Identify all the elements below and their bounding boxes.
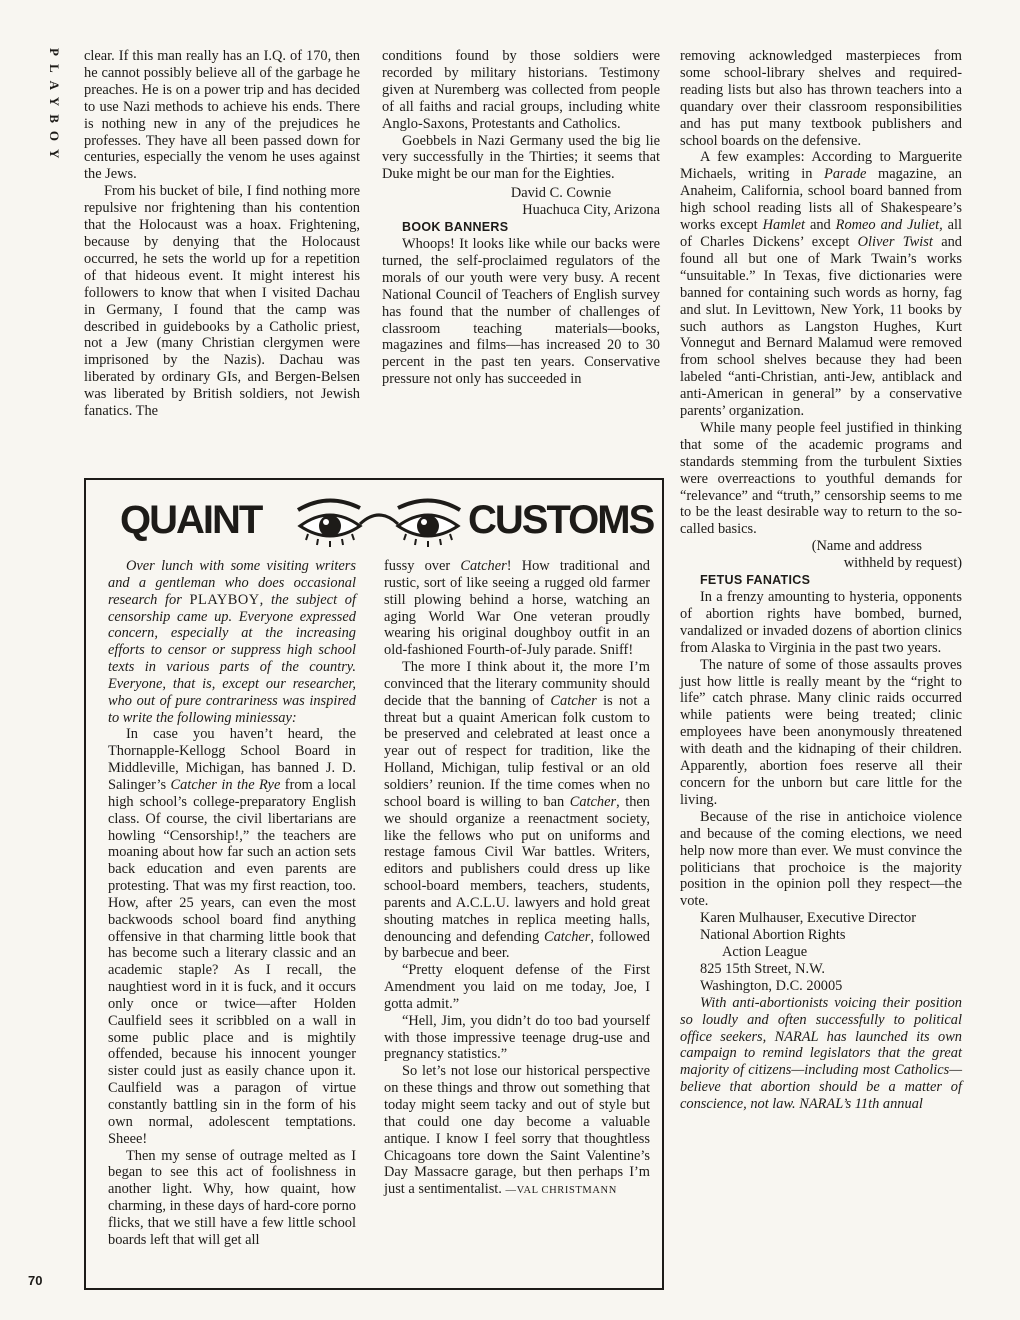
magazine-name: PLAYBOY (47, 48, 62, 167)
text: fussy over (384, 558, 461, 574)
text: and found all but one of Mark Twain’s works “unsuitable.” In Texas, five dictionaries were banned for containing such words as horny, fag and slut. In Levittown, New York, 11 books by such authors as Langston Hughes, Kurt Vonnegut and Bernard Malamud were removed from school shelves because they had been labeled “anti-Christian, anti-Jew, antiblack and anti-American in general” by a conservative parents’ organization. (680, 233, 962, 420)
address-line: National Abortion Rights (700, 927, 846, 944)
text: magazine, an Anaheim, California, school board banned from high school reading lists all of Shakespeare’s works except (680, 166, 962, 234)
paragraph: Goebbels in Nazi Germany used the big lie very successfully in the Thirties; it seems that Duke might be our man for the Eighties. (382, 132, 660, 183)
book-title: Catcher (460, 558, 507, 574)
column-1 (84, 48, 360, 420)
paragraph: clear. If this man really has an I.Q. of 170, then he cannot possibly believe all of the garbage he preaches. He is on a power trip and has decided to use Nazi methods to achieve his ends. There is nothing new in any of the prejudices he professes. They have all been passed down for centuries, especially the venom he uses against the Jews. (84, 48, 360, 183)
paragraph: “Hell, Jim, you didn’t do too bad yourself with those impressive teenage drug-use and pregnancy statistics.” (384, 1012, 650, 1063)
text: A few examples: According to Marguerite Michaels, writing in (680, 149, 962, 183)
pupil-left (319, 515, 341, 537)
paragraph: From his bucket of bile, I find nothing more repulsive nor frightening than his contention that the Holocaust was a hoax. Frightening, because by denying that the Holocaust occurred, he sets the world up for a repetition of that hideous event. It might interest his followers to know that when I visited Dachau in Germany, I found that the camp was described in guidebooks by a Catholic priest, not a Jew (many Christian clergymen were imprisoned by the Nazis). Dachau was liberated by ordinary GIs, and Bergen-Belsen was liberated by British soldiers, not Jewish fanatics. The (84, 183, 360, 420)
eyes-illustration (294, 490, 464, 552)
book-title: Catcher (550, 692, 597, 709)
text: all of Charles Dickens’ except (680, 217, 962, 250)
eyebrow-right (398, 500, 460, 510)
section-heading: BOOK BANNERS (402, 220, 509, 235)
paragraph (680, 149, 962, 420)
text: In case you haven’t heard, the Thornapple-Kellogg School Board in Middleville, Michigan, has banned J. D. Salinger’s (108, 726, 356, 793)
glint-left (323, 519, 329, 525)
page-number: 70 (28, 1273, 43, 1288)
text: So let’s not lose our historical perspective on these things and throw out something that today might seem tacky and out of style but that could one day become a valuable antique. I know I feel sorry that thoughtless Chicagoans tore down the Saint Valentine’s Day Massacre garage, but then perhaps I’m just a sentimentalist. (384, 1063, 650, 1198)
book-title: Catcher (544, 928, 591, 945)
text: , then we should organize a reenactment society, like the fellows who put on uniforms and restage famous Civil War battles. Writers, editors and publishers could dress up like school-board members, teachers, students, parents and A.C.L.U. lawyers and hold great shouting matches in replica meeting halls, denouncing and defending (384, 793, 650, 945)
book-title: Catcher in the Rye (170, 776, 281, 793)
box-column-left (108, 558, 356, 1249)
paragraph: Whoops! It looks like while our backs were turned, the self-proclaimed regulators of the morals of our youth were very busy. A recent National Council of Teachers of English survey has found that the number of challenges of classroom teaching materials—books, magazines and films—has increased 20 to 30 percent in the past ten years. Conservative pressure not only has succeeded in (382, 235, 660, 388)
text: , the subject of censorship came up. Everyone expressed concern, especially at the increasing efforts to censor or suppress high school texts in various parts of the country. Everyone, that is, except our researcher, who out of pure contrariness was inspired to write the following miniessay: (108, 591, 356, 726)
address-line: Washington, D.C. 20005 (700, 977, 843, 994)
column-2 (382, 48, 660, 388)
paragraph: removing acknowledged masterpieces from some school-library shelves and required-reading lists but also has thrown teachers into a quandary over their classroom responsibilities and has put many textbook publishers and school boards on the defensive. (680, 48, 962, 149)
text: is not a threat but a quaint American folk custom to be preserved and celebrated at least once a year out of respect for tradition, like the Holland, Michigan, tulip festival or an old soldiers’ reunion. If the time comes when no school board is willing to ban (384, 692, 650, 810)
address-line: Karen Mulhauser, Executive Director (700, 910, 916, 927)
signature-line: (Name and address (811, 538, 922, 555)
work-title: Hamlet (762, 217, 805, 234)
text: and (805, 217, 836, 234)
address-line: Action League (722, 944, 808, 961)
text: from a local high school’s college-preparatory English class. Of course, the civil libertarians are howling “Censorship!,” the teachers are moaning about how far such an action sets back education and even parents are protesting. That was my first reaction, too. How, after 25 years, can even the most backwoods school board find anything offensive in that charming little book that has become such a literary classic and an academic staple? As I recall, the naughtiest word in it is fuck, and it occurs only once or twice—after Holden Caulfield sees it scribbled on a wall in some public place and is mightily offended, because his innocent younger sister could just as easily chance upon it. Caulfield was a paragon of virtue constantly battling sin in the form of his own normal, adolescent temptations. Sheee! (108, 776, 357, 1147)
paragraph: “Pretty eloquent defense of the First Amendment you laid on me today, Joe, I gotta admit.” (384, 962, 650, 1012)
box-column-right (384, 558, 650, 1200)
signature-name: David C. Cownie (510, 185, 612, 202)
text: Over lunch with some visiting writers and a gentleman who does occasional research for (108, 558, 356, 608)
text: , followed by barbecue and beer. (384, 928, 650, 962)
paragraph: Then my sense of outrage melted as I began to see this act of foolishness in another light. Why, how quaint, how charming, in these days of hard-core porno flicks, that we still have a few little school boards left that will get all (108, 1147, 356, 1248)
paragraph: conditions found by those soldiers were recorded by military historians. Testimony given at Nuremberg was collected from people of all faiths and racial groups, including white Anglo-Saxons, Protestants and Catholics. (382, 48, 660, 132)
paragraph: The nature of some of those assaults proves just how little is really meant by the “right to life” catch phrase. Many clinic raids occurred while patients were being treated; clinic employees have been anonymously threatened with death and the kidnaping of their children. Apparently, abortion foes reserve all their concern for the unborn but care little for the living. (680, 656, 962, 808)
intro-note (108, 558, 356, 726)
work-title: Oliver Twist (857, 233, 933, 250)
editor-note: With anti-abortionists voicing their position so loudly and often successfully to political office seekers, NARAL has launched its own campaign to remind legislators that the great majority of citizens—including most Catholics—believe that abortion should be a matter of conscience, not law. NARAL’s 11th annual (680, 994, 962, 1113)
title-customs: CUSTOMS (468, 498, 654, 542)
paragraph: In a frenzy amounting to hysteria, opponents of abortion rights have bombed, burned, vandalized or invaded dozens of abortion clinics from Alaska to Virginia in the past two years. (680, 589, 962, 656)
paragraph (384, 1063, 650, 1200)
sidebar-box (84, 478, 664, 1290)
publication-title: Parade (824, 166, 867, 183)
paragraph: While many people feel justified in thinking that some of the academic programs and standards stemming from the turbulent Sixties were overreactions to youthful demands for “relevance” and “truth,” censorship seems to me to be the least desirable way to return to the so-called basics. (680, 419, 962, 538)
paragraph (384, 659, 650, 962)
column-3 (680, 48, 962, 1113)
signature-line: withheld by request) (843, 555, 962, 572)
paragraph (108, 726, 356, 1147)
address-line: 825 15th Street, N.W. (700, 960, 825, 977)
section-heading: FETUS FANATICS (700, 573, 811, 588)
work-title: Romeo and Juliet, (835, 217, 943, 234)
box-title (86, 488, 662, 552)
signature-place: Huachuca City, Arizona (522, 202, 660, 219)
pupil-right (417, 515, 439, 537)
title-quaint: QUAINT (120, 498, 262, 542)
text: The more I think about it, the more I’m convinced that the literary community should decide that the banning of (384, 659, 650, 709)
paragraph (384, 558, 650, 659)
eyebrow-left (298, 500, 360, 510)
paragraph: Because of the rise in antichoice violence and because of the coming elections, we need help now more than ever. We must convince the politicians that prochoice is the majority position in the opinion poll they respect—the vote. (680, 808, 962, 910)
nose-bridge (360, 515, 398, 524)
text: ! How traditional and rustic, sort of like seeing a rugged old farmer still plowing behind a horse, watching an aging World War One veteran proudly wearing his original doughboy outfit in an old-fashioned Fourth-of-July parade. Sniff! (384, 558, 650, 659)
book-title: Catcher (569, 793, 617, 810)
author-credit: —VAL CHRISTMANN (505, 1185, 617, 1197)
glint-right (421, 519, 427, 525)
brand-name: PLAYBOY (189, 591, 260, 608)
